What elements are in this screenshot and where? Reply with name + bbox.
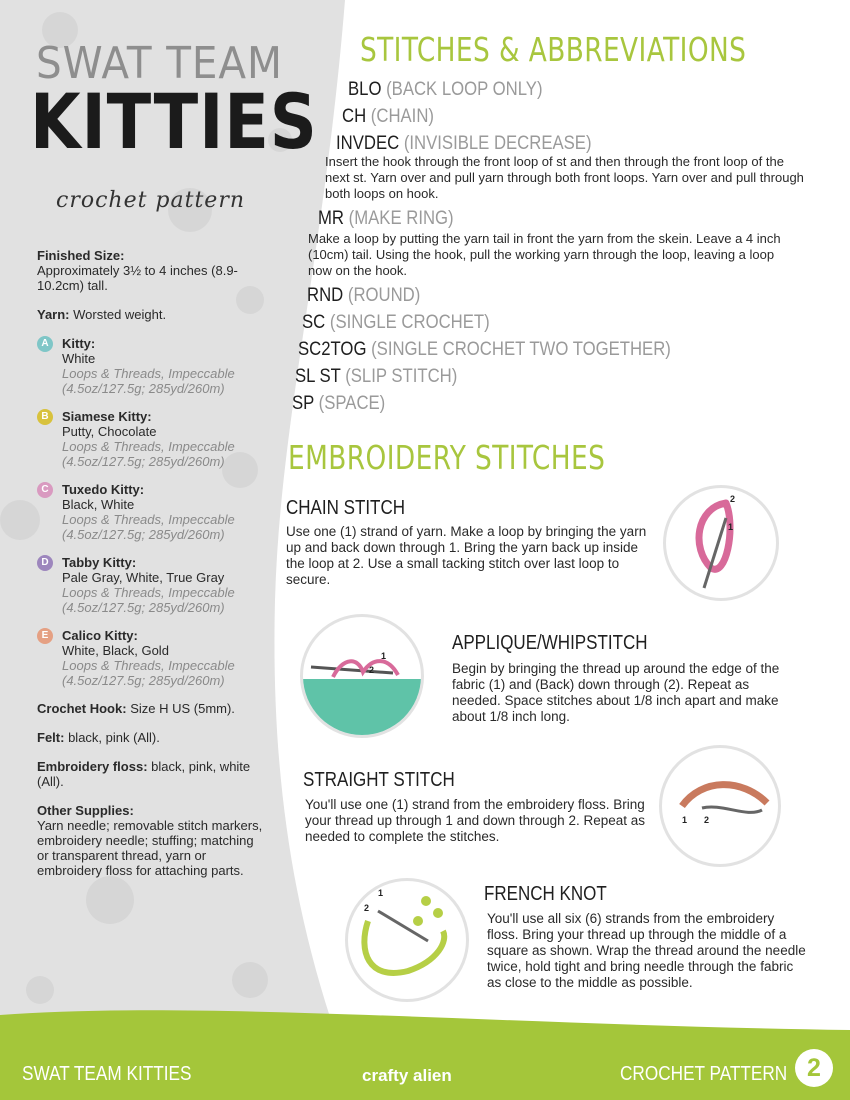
french-knot-icon bbox=[348, 881, 466, 999]
footer-subtitle: CROCHET PATTERN bbox=[620, 1063, 788, 1085]
finished-size-value: Approximately 3½ to 4 inches (8.9-10.2cm) tall. bbox=[37, 263, 238, 293]
crafty-alien-logo: crafty alien bbox=[362, 1066, 452, 1085]
badge-a-icon: A bbox=[37, 336, 53, 352]
other-supplies bbox=[37, 803, 267, 878]
straight-stitch-icon bbox=[662, 748, 778, 864]
svg-text:1: 1 bbox=[378, 888, 384, 898]
yarn-value: Worsted weight. bbox=[73, 307, 167, 322]
yarn-label: Yarn: bbox=[37, 307, 70, 322]
kitty-c bbox=[37, 482, 267, 542]
abbr-code: SL ST bbox=[295, 366, 341, 387]
applique-icon bbox=[303, 617, 421, 735]
floss-info bbox=[37, 759, 267, 789]
badge-c-icon: C bbox=[37, 482, 53, 498]
kitty-a bbox=[37, 336, 267, 396]
abbr-desc: (SINGLE CROCHET TWO TOGETHER) bbox=[371, 339, 671, 360]
felt-label: Felt: bbox=[37, 730, 65, 745]
kitty-name: Siamese Kitty: bbox=[62, 409, 152, 424]
chain-stitch-title: CHAIN STITCH bbox=[286, 497, 405, 519]
badge-e-icon: E bbox=[37, 628, 53, 644]
abbr-desc: (SLIP STITCH) bbox=[345, 366, 458, 387]
svg-text:2: 2 bbox=[364, 903, 370, 913]
abbr-code: MR bbox=[318, 208, 345, 229]
svg-text:1: 1 bbox=[682, 815, 688, 825]
kitty-name: Tuxedo Kitty: bbox=[62, 482, 145, 497]
footer-title: SWAT TEAM KITTIES bbox=[22, 1063, 192, 1085]
kitty-yarn-brand: Loops & Threads, Impeccable (4.5oz/127.5g; 285yd/260m) bbox=[62, 439, 235, 469]
straight-stitch-diagram bbox=[659, 745, 781, 867]
abbr-row bbox=[292, 393, 385, 415]
abbr-code: SP bbox=[292, 393, 315, 414]
materials-list bbox=[37, 248, 267, 892]
finished-size-label: Finished Size: bbox=[37, 248, 125, 263]
abbr-row bbox=[348, 79, 543, 101]
svg-text:2: 2 bbox=[704, 815, 710, 825]
applique-text: Begin by bringing the thread up around the edge of the fabric (1) and (Back) down through (2). Repeat as needed. Space stitches about 1/8 inch apart and make about 1/8 inch long. bbox=[452, 661, 780, 724]
kitty-e bbox=[37, 628, 267, 688]
straight-stitch-title: STRAIGHT STITCH bbox=[303, 769, 455, 791]
abbr-row bbox=[342, 106, 434, 128]
chain-stitch-icon bbox=[666, 488, 776, 598]
abbr-row bbox=[336, 133, 592, 155]
kitty-yarn-brand: Loops & Threads, Impeccable (4.5oz/127.5g; 285yd/260m) bbox=[62, 512, 235, 542]
kitty-colors: Putty, Chocolate bbox=[62, 424, 157, 439]
kitty-yarn-brand: Loops & Threads, Impeccable (4.5oz/127.5g; 285yd/260m) bbox=[62, 366, 235, 396]
finished-size bbox=[37, 248, 267, 293]
applique-diagram bbox=[300, 614, 424, 738]
french-knot-text: You'll use all six (6) strands from the embroidery floss. Bring your thread up through the middle of a square as shown. Wrap the thread around the needle twice, hold tight and bring needle through the fabric as close to the middle as possible. bbox=[487, 911, 806, 990]
abbr-code: INVDEC bbox=[336, 133, 400, 154]
svg-text:2: 2 bbox=[730, 494, 736, 504]
kitty-name: Calico Kitty: bbox=[62, 628, 138, 643]
kitty-d bbox=[37, 555, 267, 615]
felt-value: black, pink (All). bbox=[68, 730, 160, 745]
other-label: Other Supplies: bbox=[37, 803, 134, 818]
kitty-yarn-brand: Loops & Threads, Impeccable (4.5oz/127.5g; 285yd/260m) bbox=[62, 658, 235, 688]
chain-stitch-text: Use one (1) strand of yarn. Make a loop by bringing the yarn up and back down through 1. Bring the yarn back up inside the loop at 2. Use a small tacking stitch over last loop to secure. bbox=[286, 524, 647, 587]
other-value: Yarn needle; removable stitch markers, embroidery needle; stuffing; matching or transparent thread, yarn or embroidery floss for attaching parts. bbox=[37, 818, 263, 878]
kitty-colors: White bbox=[62, 351, 96, 366]
abbr-code: SC bbox=[302, 312, 326, 333]
mr-description: Make a loop by putting the yarn tail in front the yarn from the skein. Leave a 4 inch (10cm) tail. Using the hook, pull the working yarn through the loop, leaving a loop now on the hook. bbox=[308, 231, 781, 278]
svg-text:2: 2 bbox=[369, 665, 375, 675]
abbr-row bbox=[318, 208, 454, 230]
abbr-code: BLO bbox=[348, 79, 382, 100]
hook-value: Size H US (5mm). bbox=[130, 701, 235, 716]
kitty-colors: Black, White bbox=[62, 497, 135, 512]
svg-text:1: 1 bbox=[381, 651, 387, 661]
abbr-row bbox=[298, 339, 671, 361]
french-knot-title: FRENCH KNOT bbox=[484, 883, 607, 905]
hook-label: Crochet Hook: bbox=[37, 701, 127, 716]
abbr-code: CH bbox=[342, 106, 367, 127]
abbr-row bbox=[307, 285, 420, 307]
abbr-code: RND bbox=[307, 285, 344, 306]
abbr-desc: (SPACE) bbox=[318, 393, 386, 414]
applique-title: APPLIQUE/WHIPSTITCH bbox=[452, 632, 648, 654]
abbr-desc: (SINGLE CROCHET) bbox=[329, 312, 490, 333]
yarn-info bbox=[37, 307, 267, 322]
abbr-row bbox=[302, 312, 490, 334]
kitty-colors: White, Black, Gold bbox=[62, 643, 169, 658]
abbr-desc: (CHAIN) bbox=[370, 106, 434, 127]
abbr-code: SC2TOG bbox=[298, 339, 367, 360]
kitty-name: Kitty: bbox=[62, 336, 96, 351]
felt-info bbox=[37, 730, 267, 745]
badge-b-icon: B bbox=[37, 409, 53, 425]
abbr-desc: (ROUND) bbox=[347, 285, 421, 306]
floss-label: Embroidery floss: bbox=[37, 759, 148, 774]
chain-stitch-diagram bbox=[663, 485, 779, 601]
kitty-b bbox=[37, 409, 267, 469]
abbr-desc: (BACK LOOP ONLY) bbox=[386, 79, 543, 100]
crochet-hook bbox=[37, 701, 267, 716]
kitty-colors: Pale Gray, White, True Gray bbox=[62, 570, 225, 585]
embroidery-heading: EMBROIDERY STITCHES bbox=[288, 438, 606, 477]
straight-stitch-text: You'll use one (1) strand from the embroidery floss. Bring your thread up through 1 and down through 2. Repeat as needed to complete the stitches. bbox=[305, 797, 645, 844]
badge-d-icon: D bbox=[37, 555, 53, 571]
kitty-name: Tabby Kitty: bbox=[62, 555, 137, 570]
brand-subtitle: crochet pattern bbox=[56, 188, 246, 213]
abbr-desc: (MAKE RING) bbox=[348, 208, 454, 229]
floss-value: black, pink, white (All). bbox=[37, 759, 251, 789]
invdec-description: Insert the hook through the front loop of st and then through the front loop of the next st. Yarn over and pull yarn through both front loops. Yarn over and pull through both loops on hook. bbox=[325, 154, 804, 201]
french-knot-diagram bbox=[345, 878, 469, 1002]
page-number: 2 bbox=[795, 1049, 833, 1087]
brand-title-top: SWAT TEAM bbox=[36, 38, 283, 89]
brand-title-main: KITTIES bbox=[30, 77, 318, 166]
abbr-desc: (INVISIBLE DECREASE) bbox=[403, 133, 592, 154]
stitches-heading: STITCHES & ABBREVIATIONS bbox=[360, 30, 747, 69]
kitty-yarn-brand: Loops & Threads, Impeccable (4.5oz/127.5g; 285yd/260m) bbox=[62, 585, 235, 615]
svg-text:1: 1 bbox=[728, 522, 734, 532]
abbr-row bbox=[295, 366, 457, 388]
